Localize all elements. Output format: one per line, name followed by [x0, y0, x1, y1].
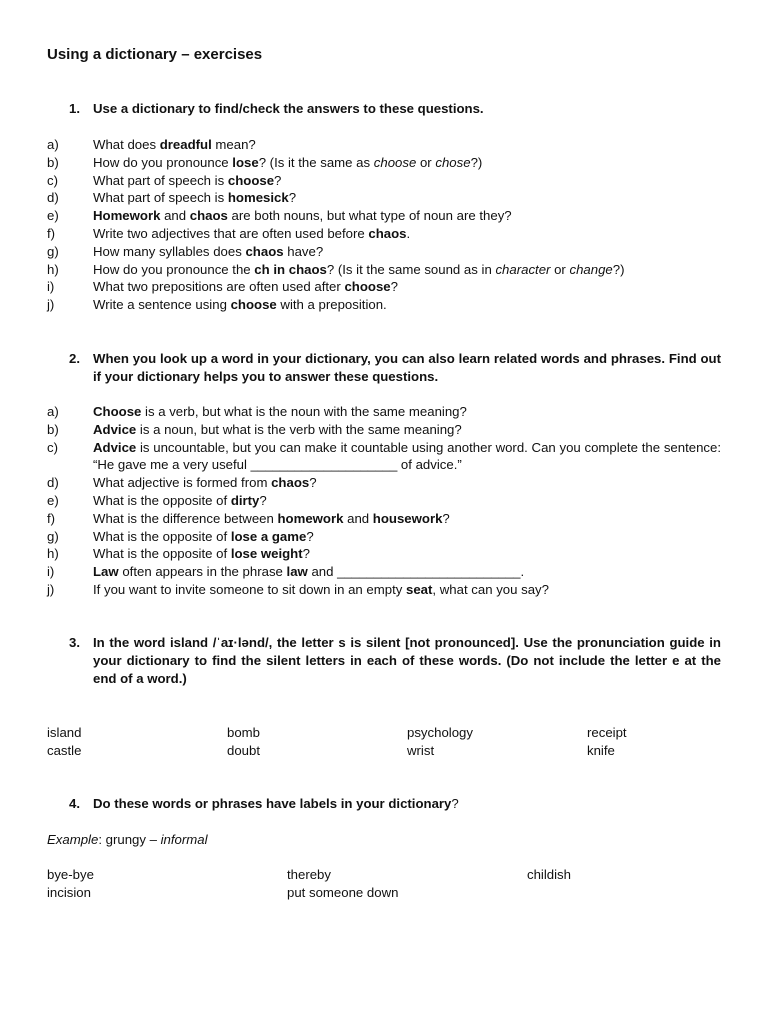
- list-item: [47, 136, 721, 154]
- item-letter: d): [47, 475, 59, 491]
- item-text-segment: mean?: [211, 137, 256, 152]
- item-text-segment: ?: [309, 475, 317, 491]
- item-text-segment: ?): [612, 261, 625, 277]
- list-item: [47, 581, 721, 599]
- item-letter: g): [47, 243, 59, 259]
- list-item: [47, 225, 721, 243]
- list-item: [47, 207, 721, 225]
- list-item: [47, 510, 721, 528]
- item-text-segment: ?): [470, 154, 483, 170]
- item-text-segment: and _________________________.: [307, 564, 525, 580]
- question-1-heading: [47, 100, 721, 118]
- word-item: thereby: [287, 867, 331, 882]
- word-item: doubt: [227, 743, 261, 758]
- list-item: [47, 278, 721, 296]
- item-letter: e): [47, 208, 59, 224]
- item-text-segment: often appears in the phrase: [118, 564, 287, 580]
- word-item: incision: [47, 885, 91, 900]
- item-text-segment: ?: [274, 172, 282, 188]
- item-text-segment: ?: [288, 190, 297, 206]
- word-item: knife: [587, 743, 615, 758]
- word-item: childish: [527, 867, 571, 882]
- item-text-segment: or: [550, 261, 570, 277]
- word-item: receipt: [587, 725, 627, 740]
- question-text: When you look up a word in your dictionary, you can also learn related words and phrases. Find out if your dictionary helps you to answer these questions.: [93, 351, 721, 384]
- question-2-items: [47, 403, 721, 599]
- list-item: [47, 474, 721, 492]
- question-text-end: ?: [451, 796, 459, 811]
- item-text-segment: ?: [390, 279, 398, 295]
- item-letter: f): [47, 225, 56, 241]
- item-text-segment: change: [569, 261, 613, 277]
- item-text-segment: and: [343, 510, 373, 526]
- question-text: In the word island /ˈaɪ·lənd/, the letter s is silent [not pronounced]. Use the pronunciation guide in your dictionary to find the silent letters in each of these words. (Do not include the letter e at the end of a word.): [93, 635, 721, 686]
- item-letter: b): [47, 421, 59, 437]
- question-number: 4.: [69, 796, 80, 811]
- item-text-segment: chaos: [245, 243, 284, 259]
- item-text-segment: ?: [442, 510, 450, 526]
- word-item: castle: [47, 743, 82, 758]
- item-text-segment: choose: [344, 279, 391, 295]
- list-item: [47, 563, 721, 581]
- item-letter: h): [47, 546, 59, 562]
- item-text-segment: dreadful: [159, 137, 212, 152]
- question-number: 1.: [69, 101, 80, 116]
- list-item: [47, 528, 721, 546]
- item-text-segment: chaos: [368, 225, 407, 241]
- item-text-segment: chaos: [189, 208, 228, 224]
- item-text-segment: or: [416, 154, 436, 170]
- question-text: Use a dictionary to find/check the answers to these questions.: [93, 101, 484, 116]
- question-1-items: [47, 136, 721, 314]
- word-item: island: [47, 725, 82, 740]
- item-letter: a): [47, 137, 59, 152]
- item-text-segment: and: [160, 208, 190, 224]
- item-letter: j): [47, 581, 55, 597]
- word-item: wrist: [407, 743, 435, 758]
- item-text-segment: What is the opposite of: [93, 492, 231, 508]
- item-text-segment: housework: [372, 510, 443, 526]
- item-text-segment: is a noun, but what is the verb with the same meaning?: [136, 421, 462, 437]
- item-letter: b): [47, 154, 59, 170]
- question-3-heading: [47, 634, 721, 687]
- item-text-segment: is a verb, but what is the noun with the same meaning?: [141, 404, 467, 419]
- item-text-segment: Write a sentence using: [93, 297, 231, 313]
- item-text-segment: How do you pronounce the: [93, 261, 255, 277]
- item-text-segment: ?: [302, 546, 310, 562]
- item-letter: f): [47, 510, 56, 526]
- list-item: [47, 403, 721, 421]
- item-letter: c): [47, 439, 58, 455]
- item-text-segment: If you want to invite someone to sit down in an empty: [93, 581, 407, 597]
- item-text-segment: ? (Is it the same sound as in: [326, 261, 496, 277]
- list-item: [47, 492, 721, 510]
- item-letter: c): [47, 172, 58, 188]
- list-item: [47, 172, 721, 190]
- item-text-segment: What does: [93, 137, 160, 152]
- item-text-segment: Advice: [93, 439, 137, 455]
- list-item: [47, 243, 721, 261]
- item-letter: d): [47, 190, 59, 206]
- example-line: [47, 831, 208, 849]
- item-text-segment: What two prepositions are often used after: [93, 279, 345, 295]
- item-text-segment: Homework: [93, 208, 161, 224]
- word-item: bye-bye: [47, 867, 94, 882]
- list-item: [47, 439, 721, 475]
- example-label: Example: [47, 832, 99, 847]
- item-letter: j): [47, 297, 55, 313]
- item-text-segment: ?: [306, 528, 314, 544]
- item-text-segment: ch in chaos: [254, 261, 327, 277]
- item-letter: h): [47, 261, 59, 277]
- item-text-segment: dirty: [230, 492, 260, 508]
- list-item: [47, 154, 721, 172]
- item-text-segment: How many syllables does: [93, 243, 246, 259]
- item-text-segment: chose: [435, 154, 471, 170]
- item-text-segment: choose: [227, 172, 275, 188]
- item-text-segment: have?: [283, 243, 324, 259]
- page-title: Using a dictionary – exercises: [47, 46, 263, 63]
- list-item: [47, 421, 721, 439]
- item-text-segment: How do you pronounce: [93, 154, 233, 170]
- item-text-segment: Advice: [93, 421, 137, 437]
- item-text-segment: chaos: [271, 475, 310, 491]
- item-letter: a): [47, 404, 59, 419]
- question-4-heading: [47, 795, 721, 813]
- item-text-segment: lose weight: [230, 546, 303, 562]
- item-text-segment: homesick: [227, 190, 289, 206]
- item-text-segment: choose: [230, 297, 277, 313]
- item-text-segment: What is the difference between: [93, 510, 278, 526]
- question-number: 3.: [69, 635, 80, 650]
- list-item: [47, 189, 721, 207]
- item-text-segment: What part of speech is: [93, 190, 228, 206]
- item-text-segment: lose: [232, 154, 259, 170]
- word-item: put someone down: [287, 885, 399, 900]
- word-item: psychology: [407, 725, 473, 740]
- example-separator: : grungy –: [98, 832, 161, 847]
- item-text-segment: ?: [259, 492, 267, 508]
- example-value: informal: [160, 832, 208, 847]
- item-text-segment: What is the opposite of: [93, 528, 231, 544]
- item-text-segment: character: [495, 261, 551, 277]
- list-item: [47, 261, 721, 279]
- question-number: 2.: [69, 351, 80, 366]
- item-text-segment: Write two adjectives that are often used before: [93, 225, 369, 241]
- item-text-segment: choose: [373, 154, 417, 170]
- item-text-segment: ? (Is it the same as: [258, 154, 374, 170]
- item-text-segment: law: [286, 564, 308, 580]
- list-item: [47, 296, 721, 314]
- item-text-segment: What part of speech is: [93, 172, 228, 188]
- list-item: [47, 545, 721, 563]
- item-text-segment: .: [406, 225, 411, 241]
- item-text-segment: What is the opposite of: [93, 546, 231, 562]
- item-text-segment: What adjective is formed from: [93, 475, 272, 491]
- item-letter: g): [47, 528, 59, 544]
- item-text-segment: Choose: [93, 404, 142, 419]
- item-text-segment: homework: [277, 510, 344, 526]
- item-text-segment: seat: [406, 581, 433, 597]
- item-text-segment: Law: [93, 564, 119, 580]
- item-text-segment: is uncountable, but you can make it countable using another word. Can you complete the sentence: “He gave me a very useful ____________________ of advice.”: [93, 439, 721, 473]
- item-text-segment: , what can you say?: [432, 581, 549, 597]
- item-text-segment: with a preposition.: [276, 297, 387, 313]
- item-letter: i): [47, 564, 55, 580]
- item-text-segment: are both nouns, but what type of noun are they?: [227, 208, 512, 224]
- item-letter: i): [47, 279, 55, 295]
- word-item: bomb: [227, 725, 260, 740]
- question-text-main: Do these words or phrases have labels in your dictionary: [93, 796, 452, 811]
- item-letter: e): [47, 492, 59, 508]
- question-2-heading: [47, 350, 721, 386]
- item-text-segment: lose a game: [230, 528, 307, 544]
- question-text: [93, 795, 721, 813]
